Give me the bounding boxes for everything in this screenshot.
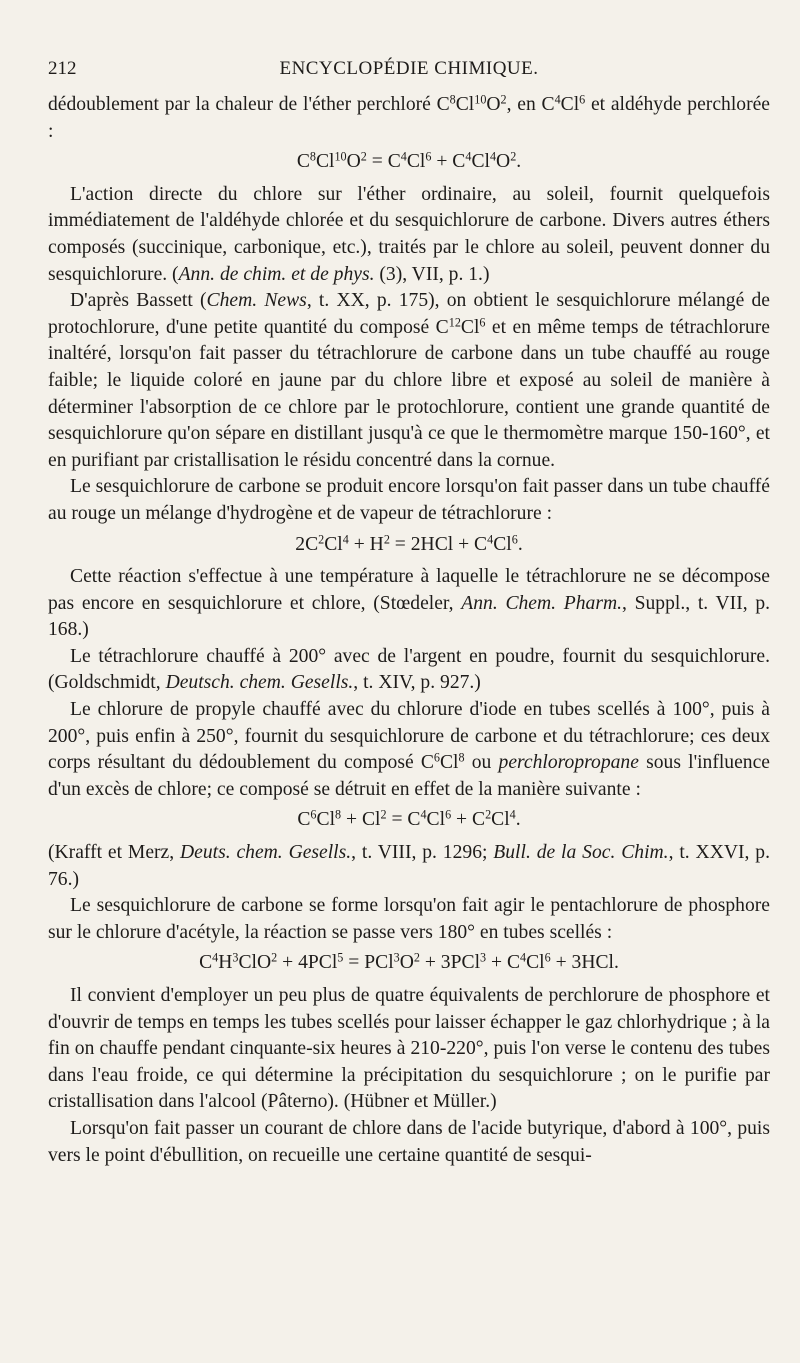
text-run: , t. XXVI, p. 76.) (48, 842, 770, 890)
text-run: Le sesquichlorure de carbone se produit encore lorsqu'on fait passer dans un tube chauffé au rouge un mélange d'hydrogène et de vapeur de tétrachlorure : (48, 476, 770, 524)
superscript: 4 (465, 149, 472, 164)
text-run: Cl (526, 952, 545, 974)
text-run: , Suppl., t. VII, p. 168.) (48, 592, 771, 641)
superscript: 2 (380, 807, 387, 822)
text-run: (3), VII, p. 1.) (374, 263, 490, 285)
text-run: sous l'influence d'un excès de chlore; ce composé se détruit en effet de la manière suivante : (48, 752, 770, 800)
text-run: Cl (460, 316, 480, 338)
superscript: 4 (509, 807, 516, 822)
text-run: Cl (560, 94, 580, 115)
superscript: 6 (433, 750, 440, 765)
text-run: = C (386, 809, 421, 831)
superscript: 4 (420, 807, 427, 822)
superscript: 8 (449, 92, 456, 107)
text-run: Il convient d'employer un peu plus de quatre équivalents de perchlorure de phosphore et d'ouvrir de temps en temps les tubes scellés pour laisser échapper le gaz chlorhydrique ; à la fin on chauffe pendant cinquante-six heures à 210-220°, puis l'on verse le contenu des tubes dans l'eau froide, ce qui détermine la précipitation du sesquichlorure ; on le purifie par cristallisation dans l'alcool (Pâterno). (Hübner et Müller.) (48, 985, 770, 1113)
text-run: O (346, 151, 361, 173)
italic-text: Deuts. chem. Gesells. (180, 842, 352, 864)
text-run: Cl (406, 151, 426, 173)
text-run: = C (366, 151, 401, 173)
chemical-equation (48, 532, 770, 559)
text-run: Lorsqu'on fait passer un courant de chlore dans de l'acide butyrique, d'abord à 100°, puis vers le point d'ébullition, on recueille une certaine quantité de sesqui- (48, 1117, 770, 1166)
paragraph (48, 182, 770, 288)
superscript: 8 (309, 149, 316, 164)
chemical-equation (48, 950, 770, 977)
text-run: Cl (316, 809, 336, 831)
italic-text: Ann. Chem. Pharm. (461, 592, 622, 614)
superscript: 4 (342, 531, 349, 546)
text-run: = 2HCl + C (389, 533, 488, 555)
text-run: H (218, 952, 233, 974)
superscript: 6 (511, 531, 518, 546)
superscript: 6 (544, 950, 551, 965)
superscript: 2 (413, 950, 420, 965)
text-run: D'après Bassett ( (70, 290, 207, 312)
italic-text: perchloropropane (498, 752, 639, 774)
text-run: (Krafft et Merz, (48, 842, 180, 864)
page-number: 212 (48, 58, 77, 79)
page-header (48, 58, 770, 86)
superscript: 3 (393, 950, 400, 965)
superscript: 4 (489, 149, 497, 164)
text-run: . (517, 533, 523, 555)
text-run: ou (464, 752, 499, 774)
text-run: , t. XX, p. 175), on obtient le sesquichlorure mélangé de protochlorure, d'une petite quantité du composé C (48, 290, 770, 338)
text-run: , en C (506, 94, 555, 115)
text-run: + Cl (341, 809, 381, 831)
superscript: 4 (487, 531, 494, 546)
text-run: + H (348, 533, 384, 555)
text-run: C (297, 809, 311, 831)
text-run: Cl (491, 809, 510, 831)
superscript: 8 (335, 807, 342, 822)
text-run: Cl (315, 151, 335, 173)
paragraph (48, 92, 770, 145)
italic-text: Ann. de chim. et de phys. (178, 263, 375, 285)
text-run: Cl (455, 94, 475, 115)
text-run: dédoublement par la chaleur de l'éther perchloré C (48, 94, 450, 115)
paragraph (48, 564, 770, 644)
text-run: . (515, 809, 521, 831)
text-run: C (296, 151, 310, 173)
paragraph (48, 288, 770, 474)
chemical-equation (48, 807, 770, 834)
text-run: + 3PCl (419, 952, 481, 974)
superscript: 2 (318, 531, 325, 546)
paragraph (48, 697, 770, 803)
text-run: , t. XIV, p. 927.) (353, 672, 481, 694)
superscript: 2 (360, 149, 367, 164)
paragraph (48, 983, 770, 1116)
text-run: Le chlorure de propyle chauffé avec du chlorure d'iode en tubes scellés à 100°, puis à 200°, puis enfin à 250°, fournit du sesquichlorure de carbone et du tétrachlorure; ces deux corps résultant du dédoublement du composé C (48, 699, 770, 774)
italic-text: Chem. News (206, 290, 307, 312)
superscript: 6 (479, 315, 486, 330)
superscript: 8 (458, 750, 465, 765)
superscript: 5 (337, 950, 344, 965)
text-run: C (199, 952, 213, 974)
text-run: O (399, 952, 414, 974)
text-run: ClO (238, 952, 272, 974)
superscript: 6 (445, 807, 452, 822)
superscript: 2 (500, 92, 507, 107)
text-run: Cl (324, 533, 343, 555)
italic-text: Bull. de la Soc. Chim. (493, 842, 669, 864)
text-run: L'action directe du chlore sur l'éther ordinaire, au soleil, fournit quelquefois immédiatement de l'aldéhyde chlorée et du sesquichlorure de carbone. Divers autres éthers composés (succinique, carbonique, etc.), traités par le chlore au soleil, peuvent donner du sesquichlorure. ( (48, 183, 770, 285)
superscript: 10 (334, 149, 347, 164)
text-run: et en même temps de tétrachlorure inaltéré, lorsqu'on fait passer du tétrachlorure de carbone dans un tube chauffé au rouge faible; le liquide coloré en jaune par du chlore libre et exposé au soleil de manière à déterminer l'absorption de ce chlore par le protochlorure, contient une grande quantité de sesquichlorure qu'on sépare en distillant jusqu'à ce que le thermomètre marque 150-160°, et en purifiant par cristallisation le résidu concentré dans la cornue. (48, 316, 771, 471)
text-run: Cl (439, 752, 459, 774)
superscript: 6 (579, 92, 586, 107)
superscript: 4 (520, 950, 527, 965)
text-run: Cl (471, 151, 490, 173)
italic-text: Deutsch. chem. Gesells. (165, 672, 354, 694)
text-run: O (486, 94, 501, 115)
superscript: 6 (425, 149, 432, 164)
superscript: 4 (212, 950, 219, 965)
superscript: 12 (448, 315, 461, 330)
paragraph (48, 840, 770, 893)
text-run: , t. VIII, p. 1296; (351, 842, 494, 864)
text-run: O (496, 151, 511, 173)
text-run: + C (431, 151, 466, 173)
superscript: 2 (510, 149, 517, 164)
superscript: 10 (474, 92, 487, 107)
superscript: 2 (383, 531, 390, 546)
text-run: et aldéhyde perchlorée : (48, 94, 770, 142)
paragraph (48, 644, 770, 697)
superscript: 4 (554, 92, 561, 107)
text-run: Le tétrachlorure chauffé à 200° avec de l'argent en poudre, fournit du sesquichlorure. (Goldschmidt, (48, 645, 770, 694)
text-run: Le sesquichlorure de carbone se forme lorsqu'on fait agir le pentachlorure de phosphore sur le chlorure d'acétyle, la réaction se passe vers 180° en tubes scellés : (48, 895, 770, 943)
running-title: ENCYCLOPÉDIE CHIMIQUE. (279, 58, 539, 79)
superscript: 2 (271, 950, 278, 965)
text-run: + 4PCl (277, 952, 338, 974)
text-run: Cl (493, 533, 512, 555)
text-run: 2C (295, 533, 319, 555)
superscript: 6 (310, 807, 317, 822)
superscript: 2 (485, 807, 492, 822)
paragraph (48, 893, 770, 946)
superscript: 3 (232, 950, 239, 965)
text-run: Cl (426, 809, 446, 831)
text-run: + 3HCl. (550, 952, 619, 974)
text-run: . (516, 151, 522, 173)
text-run: Cette réaction s'effectue à une température à laquelle le tétrachlorure ne se décompose pas encore en sesquichlorure et chlore, (Stœdeler, (48, 566, 770, 614)
paragraph (48, 474, 770, 527)
text-run: + C (486, 952, 521, 974)
body-text (48, 92, 770, 1169)
paragraph (48, 1116, 770, 1169)
text-run: + C (451, 809, 486, 831)
superscript: 4 (400, 149, 407, 164)
superscript: 3 (480, 950, 487, 965)
chemical-equation (48, 149, 770, 176)
text-run: = PCl (343, 952, 394, 974)
